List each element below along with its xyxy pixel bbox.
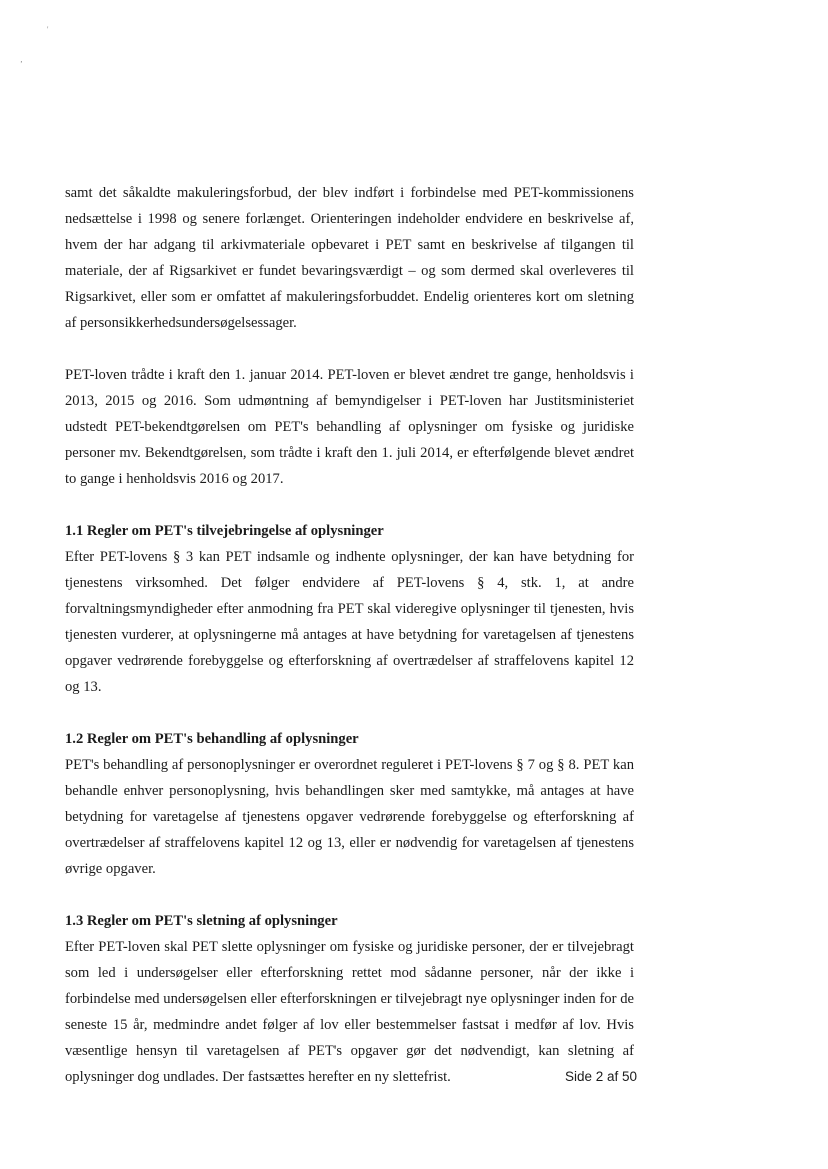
document-body [65, 180, 634, 1090]
section-heading-1-1: 1.1 Regler om PET's tilvejebringelse af oplysninger [65, 523, 384, 539]
scan-mark: ' [47, 25, 49, 34]
section-heading-1-2: 1.2 Regler om PET's behandling af oplysninger [65, 731, 359, 747]
page-number: Side 2 af 50 [565, 1069, 638, 1084]
scan-mark: ‚ [20, 55, 23, 64]
page-footer [565, 1069, 637, 1084]
paragraph-intro: samt det såkaldte makuleringsforbud, der blev indført i forbindelse med PET-kommissionens nedsættelse i 1998 og senere forlænget. Orienteringen indeholder endvidere en beskrivelse af, hvem der har adgang til arkivmateriale opbevaret i PET samt en beskrivelse af tilgangen til materiale, der af Rigsarkivet er fundet bevaringsværdigt – og som dermed skal overleveres til Rigsarkivet, eller som er omfattet af makuleringsforbuddet. Endelig orienteres kort om sletning af personsikkerhedsundersøgelsessager. [65, 185, 634, 331]
paragraph-pet-loven: PET-loven trådte i kraft den 1. januar 2014. PET-loven er blevet ændret tre gange, henholdsvis i 2013, 2015 og 2016. Som udmøntning af bemyndigelser i PET-loven har Justitsministeriet udstedt PET-bekendtgørelsen om PET's behandling af oplysninger om fysiske og juridiske personer mv. Bekendtgørelsen, som trådte i kraft den 1. juli 2014, er efterfølgende blevet ændret to gange i henholdsvis 2016 og 2017. [65, 367, 634, 487]
section-heading-1-3: 1.3 Regler om PET's sletning af oplysninger [65, 913, 338, 929]
section-text-1-3: Efter PET-loven skal PET slette oplysninger om fysiske og juridiske personer, der er tilvejebragt som led i undersøgelser eller efterforskning rettet mod sådanne personer, når der ikke i forbindelse med undersøgelsen eller efterforskningen er tilvejebragt nye oplysninger inden for de seneste 15 år, medmindre andet følger af lov eller bestemmelser fastsat i medfør af lov. Hvis væsentlige hensyn til varetagelsen af PET's opgaver gør det nødvendigt, kan sletning af oplysninger dog undlades. Der fastsættes herefter en ny slettefrist. [65, 939, 634, 1085]
section-text-1-1: Efter PET-lovens § 3 kan PET indsamle og indhente oplysninger, der kan have betydning for tjenestens virksomhed. Det følger endvidere af PET-lovens § 4, stk. 1, at andre forvaltningsmyndigheder efter anmodning fra PET skal videregive oplysninger til tjenesten, hvis tjenesten vurderer, at oplysningerne må antages at have betydning for varetagelsen af tjenestens opgaver vedrørende forebyggelse og efterforskning af overtrædelser af straffelovens kapitel 12 og 13. [65, 549, 634, 695]
section-text-1-2: PET's behandling af personoplysninger er overordnet reguleret i PET-lovens § 7 og § 8. PET kan behandle enhver personoplysning, hvis behandlingen sker med samtykke, må antages at have betydning for varetagelse af tjenestens opgaver vedrørende forebyggelse og efterforskning af overtrædelser af straffelovens kapitel 12 og 13, eller er nødvendig for varetagelsen af tjenestens øvrige opgaver. [65, 757, 634, 877]
